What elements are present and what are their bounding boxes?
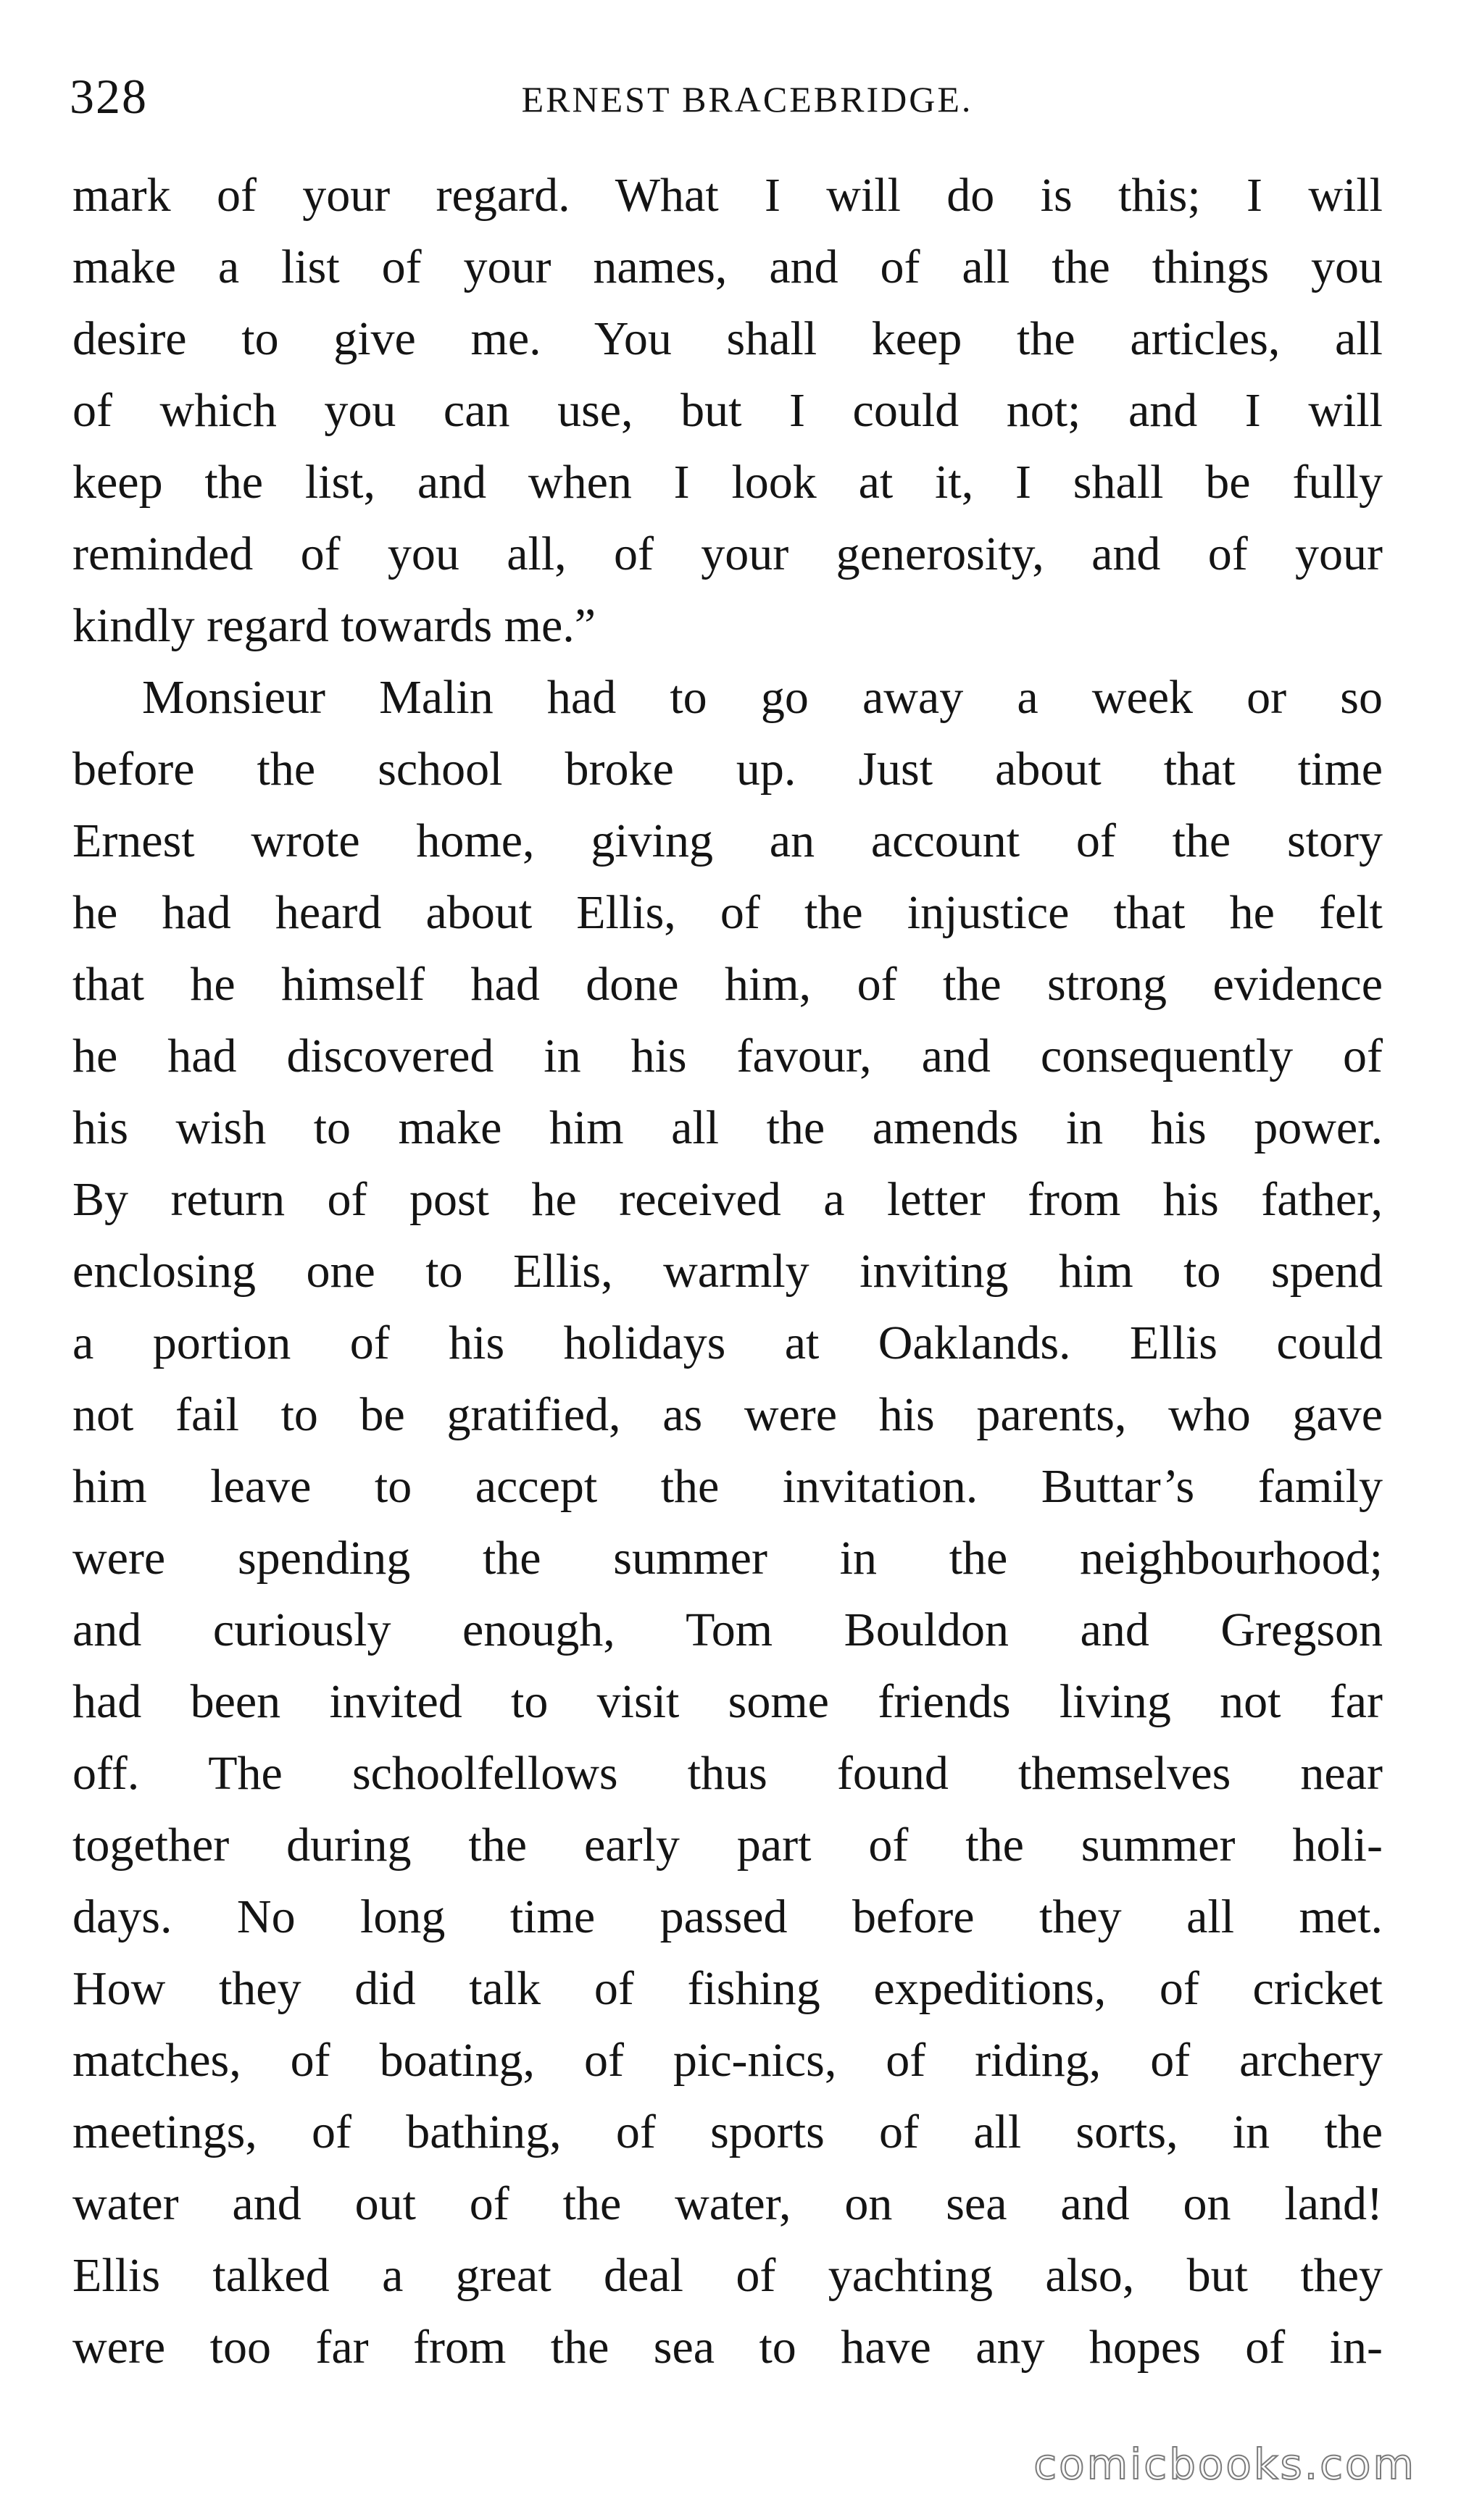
text-line: before the school broke up. Just about that time (72, 743, 1383, 796)
text-line: By return of post he received a letter from his father, (72, 1173, 1383, 1226)
text-line: not fail to be gratified, as were his parents, who gave (72, 1388, 1383, 1441)
text-line: meetings, of bathing, of sports of all sorts, in the (72, 2106, 1383, 2158)
text-line: his wish to make him all the amends in his power. (72, 1101, 1383, 1154)
text-line: reminded of you all, of your generosity, and of your (72, 527, 1383, 580)
paragraph-start-line: Monsieur Malin had to go away a week or so (142, 671, 1383, 724)
text-line: How they did talk of fishing expeditions, of cricket (72, 1962, 1383, 2015)
text-line: he had discovered in his favour, and consequently of (72, 1030, 1383, 1082)
text-line: keep the list, and when I look at it, I shall be fully (72, 456, 1383, 509)
text-line: enclosing one to Ellis, warmly inviting him to spend (72, 1245, 1383, 1298)
text-line: a portion of his holidays at Oaklands. Ellis could (72, 1317, 1383, 1369)
text-line: of which you can use, but I could not; and I will (72, 384, 1383, 437)
text-line: and curiously enough, Tom Bouldon and Gregson (72, 1603, 1383, 1656)
text-line: were spending the summer in the neighbourhood; (72, 1532, 1383, 1585)
site-watermark: comicbooks.com (1033, 2440, 1416, 2489)
page-number: 328 (70, 69, 148, 124)
running-title: ERNEST BRACEBRIDGE. (521, 79, 973, 120)
text-line: kindly regard towards me.” (72, 599, 596, 652)
text-line: him leave to accept the invitation. Buttar’s family (72, 1460, 1383, 1513)
text-line: he had heard about Ellis, of the injustice that he felt (72, 886, 1383, 939)
text-line: mark of your regard. What I will do is this; I will (72, 169, 1383, 222)
text-line: that he himself had done him, of the strong evidence (72, 958, 1383, 1011)
text-line: off. The schoolfellows thus found themselves near (72, 1747, 1383, 1800)
text-line: make a list of your names, and of all the things you (72, 241, 1383, 293)
text-line: Ellis talked a great deal of yachting also, but they (72, 2249, 1383, 2302)
text-line: together during the early part of the summer holi- (72, 1819, 1383, 1872)
text-line: had been invited to visit some friends living not far (72, 1675, 1383, 1728)
text-line: Ernest wrote home, giving an account of the story (72, 814, 1383, 867)
text-line: matches, of boating, of pic-nics, of riding, of archery (72, 2034, 1383, 2087)
body-text (72, 159, 1383, 2383)
text-line: days. No long time passed before they all met. (72, 1890, 1383, 1943)
text-line: desire to give me. You shall keep the articles, all (72, 312, 1383, 365)
text-line: water and out of the water, on sea and on land! (72, 2177, 1383, 2230)
text-line: were too far from the sea to have any hopes of in- (72, 2321, 1383, 2374)
running-head (70, 64, 1381, 129)
